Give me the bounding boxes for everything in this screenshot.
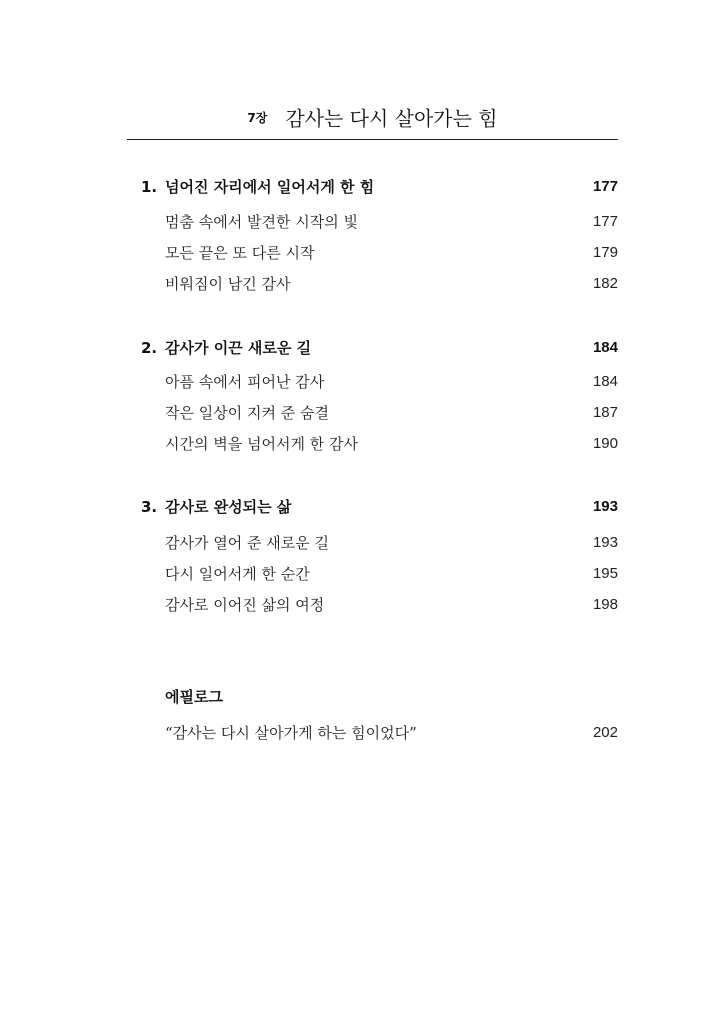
section-number: 1.: [141, 178, 158, 196]
entry-page-number: 182: [592, 275, 618, 292]
section-number: 2.: [141, 339, 158, 357]
chapter-header: [127, 104, 618, 132]
entry-title: 작은 일상이 지켜 준 숨결: [165, 404, 329, 422]
toc-entry: [165, 272, 618, 296]
section-title: 감사로 완성되는 삶: [165, 498, 292, 516]
entry-title: 다시 일어서게 한 순간: [165, 565, 310, 583]
toc-entry: [165, 210, 618, 234]
toc-entry: [165, 370, 618, 394]
chapter-title: 감사는 다시 살아가는 힘: [285, 106, 498, 131]
entry-title: 감사로 이어진 삶의 여정: [165, 596, 325, 614]
entry-page-number: 177: [592, 213, 618, 230]
toc-entry: [165, 432, 618, 456]
section-heading-2: [141, 336, 618, 360]
epilogue-title: 에필로그: [165, 688, 223, 706]
entry-title: 멈춤 속에서 발견한 시작의 빛: [165, 213, 358, 231]
toc-entry: [165, 593, 618, 617]
toc-entry: [165, 721, 618, 745]
section-heading-3: [141, 495, 618, 519]
toc-entry: [165, 562, 618, 586]
toc-entry: [165, 241, 618, 265]
header-divider: [127, 139, 618, 140]
section-page-number: 193: [592, 498, 618, 515]
entry-page-number: 202: [592, 724, 618, 741]
section-title: 넘어진 자리에서 일어서게 한 힘: [165, 178, 375, 196]
entry-title: 아픔 속에서 피어난 감사: [165, 373, 325, 391]
toc-entry: [165, 531, 618, 555]
entry-page-number: 187: [592, 404, 618, 421]
section-heading-1: [141, 175, 618, 199]
entry-title: 모든 끝은 또 다른 시작: [165, 244, 315, 262]
toc-entry: [165, 401, 618, 425]
entry-title: 감사가 열어 준 새로운 길: [165, 534, 329, 552]
epilogue-heading: [165, 685, 618, 709]
section-number: 3.: [141, 498, 158, 516]
entry-page-number: 193: [592, 534, 618, 551]
entry-page-number: 184: [592, 373, 618, 390]
section-page-number: 177: [592, 178, 618, 195]
chapter-label: 7장: [247, 111, 268, 126]
section-title: 감사가 이끈 새로운 길: [165, 339, 312, 357]
section-page-number: 184: [592, 339, 618, 356]
entry-title: 비워짐이 남긴 감사: [165, 275, 291, 293]
entry-title: 시간의 벽을 넘어서게 한 감사: [165, 435, 358, 453]
entry-page-number: 198: [592, 596, 618, 613]
entry-page-number: 179: [592, 244, 618, 261]
entry-page-number: 190: [592, 435, 618, 452]
entry-page-number: 195: [592, 565, 618, 582]
entry-title: “감사는 다시 살아가게 하는 힘이었다”: [165, 724, 417, 742]
